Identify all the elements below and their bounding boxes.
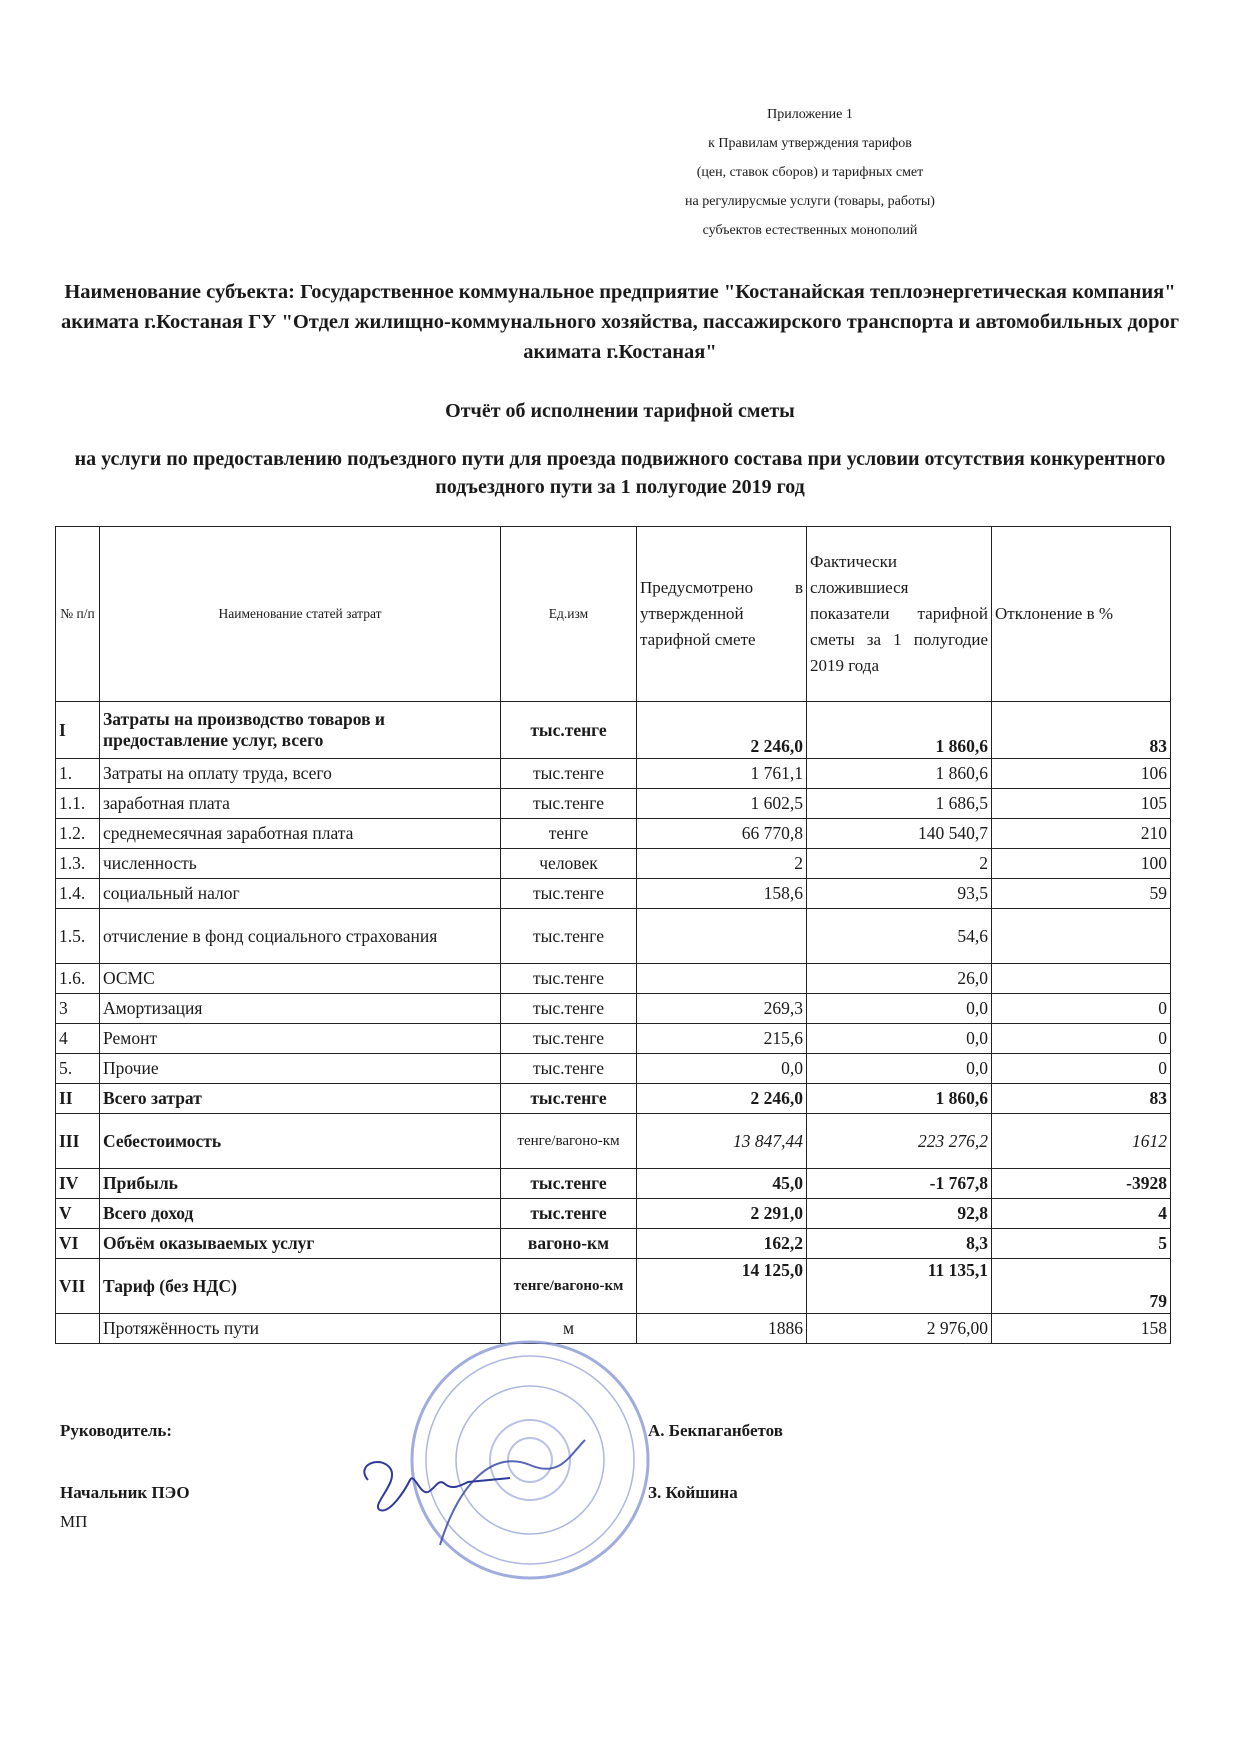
peo-label: Начальник ПЭО <box>60 1483 190 1502</box>
row-name: Прибыль <box>100 1169 501 1199</box>
row-deviation: 0 <box>992 1024 1171 1054</box>
row-name: Себестоимость <box>100 1114 501 1169</box>
row-fact: -1 767,8 <box>807 1169 992 1199</box>
row-name: социальный налог <box>100 879 501 909</box>
row-num: 1.5. <box>56 909 100 964</box>
row-fact: 0,0 <box>807 1024 992 1054</box>
row-deviation: 83 <box>992 702 1171 759</box>
subject-name: Наименование субъекта: Государственное коммунальное предприятие "Костанайская теплоэнергетическая компания" акимата г.Костаная ГУ "Отдел жилищно-коммунального хозяйства, пассажирского транспорта и автомобильных дорог акимата г.Костаная" <box>60 281 1180 363</box>
row-deviation: 5 <box>992 1229 1171 1259</box>
row-deviation: 1612 <box>992 1114 1171 1169</box>
appendix-line: субъектов естественных монополий <box>702 223 918 238</box>
appendix-line: к Правилам утверждения тарифов <box>708 136 912 151</box>
header-name: Наименование статей затрат <box>100 527 501 702</box>
table-row <box>56 1199 1171 1229</box>
table-row <box>56 789 1171 819</box>
row-fact: 11 135,1 <box>807 1259 992 1314</box>
table-row <box>56 1229 1171 1259</box>
header-num: № п/п <box>56 527 100 702</box>
header-deviation: Отклонение в % <box>992 527 1171 702</box>
table-row <box>56 819 1171 849</box>
row-plan <box>637 964 807 994</box>
row-unit: тыс.тенге <box>501 879 637 909</box>
appendix-line: Приложение 1 <box>767 107 853 122</box>
row-fact: 93,5 <box>807 879 992 909</box>
row-plan: 2 <box>637 849 807 879</box>
row-name: численность <box>100 849 501 879</box>
row-name: ОСМС <box>100 964 501 994</box>
header-plan: Предусмотрено в утвержденной тарифной смете <box>637 527 807 702</box>
row-num: 1.6. <box>56 964 100 994</box>
row-unit: тыс.тенге <box>501 789 637 819</box>
row-plan: 2 246,0 <box>637 702 807 759</box>
row-name: Затраты на производство товаров и предоставление услуг, всего <box>100 702 501 759</box>
row-deviation: 79 <box>992 1259 1171 1314</box>
row-plan: 269,3 <box>637 994 807 1024</box>
seal-mark: МП <box>60 1512 88 1531</box>
row-unit: тыс.тенге <box>501 1084 637 1114</box>
table-header-row <box>56 527 1171 702</box>
row-num <box>56 1314 100 1344</box>
table-row <box>56 964 1171 994</box>
table-row <box>56 702 1171 759</box>
row-deviation <box>992 964 1171 994</box>
row-unit: тенге/вагоно-км <box>501 1259 637 1314</box>
row-name: Протяжённость пути <box>100 1314 501 1344</box>
report-subtitle: на услуги по предоставлению подъездного пути для проезда подвижного состава при условии отсутствия конкурентного подъездного пути за 1 полугодие 2019 год <box>74 448 1166 498</box>
row-unit: тыс.тенге <box>501 759 637 789</box>
row-plan: 14 125,0 <box>637 1259 807 1314</box>
row-plan: 158,6 <box>637 879 807 909</box>
row-num: VII <box>56 1259 100 1314</box>
row-num: 1.1. <box>56 789 100 819</box>
row-fact: 2 976,00 <box>807 1314 992 1344</box>
row-plan: 1886 <box>637 1314 807 1344</box>
row-deviation: 210 <box>992 819 1171 849</box>
table-row <box>56 1054 1171 1084</box>
table-row <box>56 879 1171 909</box>
row-num: 1.3. <box>56 849 100 879</box>
peo-name: З. Койшина <box>648 1483 738 1502</box>
header-fact: Фактически сложившиеся показатели тарифной сметы за 1 полугодие 2019 года <box>807 527 992 702</box>
header-unit: Ед.изм <box>501 527 637 702</box>
row-fact: 1 860,6 <box>807 702 992 759</box>
row-name: Затраты на оплату труда, всего <box>100 759 501 789</box>
row-plan: 215,6 <box>637 1024 807 1054</box>
row-unit: тенге/вагоно-км <box>501 1114 637 1169</box>
row-num: 3 <box>56 994 100 1024</box>
row-plan: 1 602,5 <box>637 789 807 819</box>
appendix-block <box>640 100 980 245</box>
row-fact: 0,0 <box>807 994 992 1024</box>
row-unit: тыс.тенге <box>501 702 637 759</box>
row-fact: 26,0 <box>807 964 992 994</box>
row-deviation: 158 <box>992 1314 1171 1344</box>
row-deviation <box>992 909 1171 964</box>
table-row <box>56 1024 1171 1054</box>
row-num: 1.4. <box>56 879 100 909</box>
row-num: 4 <box>56 1024 100 1054</box>
appendix-line: (цен, ставок сборов) и тарифных смет <box>696 165 924 180</box>
row-plan: 45,0 <box>637 1169 807 1199</box>
row-fact: 140 540,7 <box>807 819 992 849</box>
row-unit: тыс.тенге <box>501 1054 637 1084</box>
row-unit: человек <box>501 849 637 879</box>
row-unit: м <box>501 1314 637 1344</box>
row-fact: 1 860,6 <box>807 759 992 789</box>
row-fact: 8,3 <box>807 1229 992 1259</box>
row-deviation: 0 <box>992 1054 1171 1084</box>
row-num: VI <box>56 1229 100 1259</box>
row-plan: 2 291,0 <box>637 1199 807 1229</box>
row-deviation: 59 <box>992 879 1171 909</box>
head-label: Руководитель: <box>60 1421 173 1440</box>
row-name: Всего затрат <box>100 1084 501 1114</box>
row-deviation: -3928 <box>992 1169 1171 1199</box>
row-deviation: 105 <box>992 789 1171 819</box>
row-fact: 54,6 <box>807 909 992 964</box>
row-unit: тыс.тенге <box>501 1169 637 1199</box>
row-plan: 0,0 <box>637 1054 807 1084</box>
row-unit: вагоно-км <box>501 1229 637 1259</box>
row-deviation: 4 <box>992 1199 1171 1229</box>
row-plan: 66 770,8 <box>637 819 807 849</box>
tariff-cost-table <box>55 526 1171 1344</box>
row-deviation: 106 <box>992 759 1171 789</box>
row-fact: 1 860,6 <box>807 1084 992 1114</box>
row-num: 5. <box>56 1054 100 1084</box>
row-unit: тыс.тенге <box>501 1199 637 1229</box>
head-name: А. Бекпаганбетов <box>648 1421 783 1440</box>
appendix-line: на регулирусмые услуги (товары, работы) <box>685 194 935 209</box>
table-row <box>56 1169 1171 1199</box>
row-fact: 0,0 <box>807 1054 992 1084</box>
row-fact: 223 276,2 <box>807 1114 992 1169</box>
row-name: Тариф (без НДС) <box>100 1259 501 1314</box>
row-fact: 92,8 <box>807 1199 992 1229</box>
row-name: заработная плата <box>100 789 501 819</box>
table-row <box>56 1114 1171 1169</box>
row-deviation: 83 <box>992 1084 1171 1114</box>
row-unit: тыс.тенге <box>501 964 637 994</box>
row-num: 1. <box>56 759 100 789</box>
report-title: Отчёт об исполнении тарифной сметы <box>445 400 795 422</box>
row-plan: 162,2 <box>637 1229 807 1259</box>
row-name: Объём оказываемых услуг <box>100 1229 501 1259</box>
row-deviation: 100 <box>992 849 1171 879</box>
row-unit: тенге <box>501 819 637 849</box>
row-num: II <box>56 1084 100 1114</box>
table-row <box>56 849 1171 879</box>
table-row <box>56 994 1171 1024</box>
row-plan: 1 761,1 <box>637 759 807 789</box>
row-fact: 2 <box>807 849 992 879</box>
row-plan: 13 847,44 <box>637 1114 807 1169</box>
row-name: отчисление в фонд социального страхования <box>100 909 501 964</box>
row-num: I <box>56 702 100 759</box>
row-name: Прочие <box>100 1054 501 1084</box>
row-plan: 2 246,0 <box>637 1084 807 1114</box>
row-name: Амортизация <box>100 994 501 1024</box>
table-row <box>56 759 1171 789</box>
row-name: среднемесячная заработная плата <box>100 819 501 849</box>
table-row <box>56 1084 1171 1114</box>
row-unit: тыс.тенге <box>501 1024 637 1054</box>
row-name: Ремонт <box>100 1024 501 1054</box>
row-num: IV <box>56 1169 100 1199</box>
row-num: III <box>56 1114 100 1169</box>
signature-icon <box>350 1450 520 1520</box>
row-plan <box>637 909 807 964</box>
table-row <box>56 1259 1171 1314</box>
row-num: V <box>56 1199 100 1229</box>
row-unit: тыс.тенге <box>501 909 637 964</box>
table-row <box>56 909 1171 964</box>
row-name: Всего доход <box>100 1199 501 1229</box>
row-unit: тыс.тенге <box>501 994 637 1024</box>
row-num: 1.2. <box>56 819 100 849</box>
row-fact: 1 686,5 <box>807 789 992 819</box>
row-deviation: 0 <box>992 994 1171 1024</box>
